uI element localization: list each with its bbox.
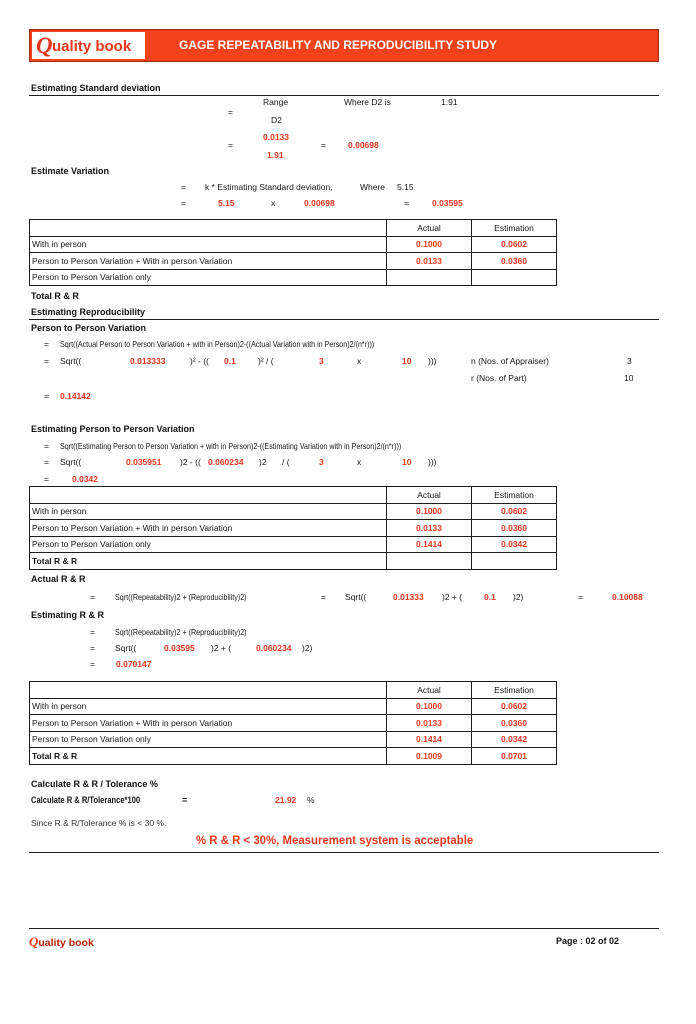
equals-sign: =	[404, 198, 409, 208]
cell-actual: 0.0133	[387, 715, 472, 732]
section-heading-reproducibility: Estimating Reproducibility	[31, 307, 146, 317]
r-label: r (Nos. of Part)	[471, 373, 527, 383]
equals-sign: =	[181, 182, 186, 192]
cell-actual: 0.0133	[387, 253, 472, 270]
table-header-row	[30, 682, 557, 699]
cell-estimation	[472, 553, 557, 570]
sqrt-open: Sqrt((	[115, 643, 137, 653]
equals-sign: =	[181, 198, 186, 208]
est-rr-a: 0.03595	[164, 643, 195, 653]
logo-q-mark: Q	[36, 33, 53, 58]
actual-rr-b: 0.1	[484, 592, 496, 602]
square-plus: )2 + (	[442, 592, 463, 602]
cell-actual: 0.1414	[387, 731, 472, 748]
header-cell-estimation: Estimation	[472, 487, 557, 504]
equals-sign: =	[90, 659, 95, 669]
actual-rr-result: 0.10088	[612, 592, 643, 602]
table-row	[30, 715, 557, 732]
results-table-1	[29, 219, 557, 286]
equals-sign: =	[228, 140, 233, 150]
k-value: 5.15	[397, 182, 414, 192]
variation-result: 0.03595	[432, 198, 463, 208]
section-heading-est-rr: Estimating R & R	[31, 610, 105, 620]
tolerance-note: Since R & R/Tolerance % is < 30 %.	[31, 818, 167, 828]
section-heading-std-dev: Estimating Standard deviation	[31, 83, 161, 93]
est-p2p-a: 0.035951	[126, 457, 162, 467]
table-header-row	[30, 487, 557, 504]
table-total-row	[30, 553, 557, 570]
section-heading-tolerance: Calculate R & R / Tolerance %	[31, 779, 158, 789]
cell-total-actual: 0.1009	[387, 748, 472, 765]
brand-logo	[32, 32, 145, 59]
equals-sign: =	[321, 140, 326, 150]
cell-label: With in person	[30, 236, 387, 253]
cell-label: Person to Person Variation + With in person Variation	[30, 520, 387, 537]
est-p2p-result: 0.0342	[72, 474, 98, 484]
est-rr-formula: Sqrt((Repeatability)2 + (Reproducibility)2)	[115, 627, 247, 637]
equals-sign: =	[44, 457, 49, 467]
cell-total-estimation: 0.0701	[472, 748, 557, 765]
sqrt-open: Sqrt((	[60, 457, 82, 467]
footer-logo	[29, 933, 94, 949]
reproducibility-r: 10	[402, 356, 412, 366]
square-divide: )² / (	[258, 356, 274, 366]
cell-label: Person to Person Variation only	[30, 731, 387, 748]
logo-wordmark: uality book	[52, 38, 132, 55]
cell-label: With in person	[30, 698, 387, 715]
actual-rr-formula: Sqrt((Repeatability)2 + (Reproducibility)2)	[115, 592, 247, 602]
equals-sign: =	[321, 592, 326, 602]
cell-estimation: 0.0360	[472, 520, 557, 537]
equals-sign: =	[182, 795, 188, 805]
header-cell-blank	[30, 682, 387, 699]
est-p2p-r: 10	[402, 457, 412, 467]
table-row	[30, 536, 557, 553]
header-cell-actual: Actual	[387, 682, 472, 699]
cell-estimation	[472, 269, 557, 286]
square-minus: )2 - ((	[180, 457, 201, 467]
cell-actual	[387, 269, 472, 286]
header-cell-actual: Actual	[387, 487, 472, 504]
multiply-sign: x	[357, 356, 362, 366]
header-cell-blank	[30, 487, 387, 504]
table-row	[30, 698, 557, 715]
est-p2p-formula: Sqrt((Estimating Person to Person Variation + with in Person)2-((Estimating Variation with in Person)2/(n*r)))	[60, 441, 402, 451]
cell-label: Person to Person Variation + With in person Variation	[30, 253, 387, 270]
cell-label: With in person	[30, 503, 387, 520]
divide-open: / (	[282, 457, 290, 467]
equals-sign: =	[44, 356, 49, 366]
equals-sign: =	[90, 592, 95, 602]
d2-value: 1.91	[441, 97, 458, 107]
reproducibility-b: 0.1	[224, 356, 236, 366]
conclusion-statement: % R & R < 30%, Measurement system is acceptable	[196, 833, 474, 847]
sqrt-open: Sqrt((	[345, 592, 367, 602]
footer-logo-wordmark: uality book	[38, 937, 94, 949]
n-value: 3	[627, 356, 632, 366]
header-cell-blank	[30, 220, 387, 237]
est-rr-b: 0.060234	[256, 643, 292, 653]
section-heading-variation: Estimate Variation	[31, 166, 110, 176]
r-value: 10	[624, 373, 634, 383]
actual-rr-a: 0.01333	[393, 592, 424, 602]
reproducibility-a: 0.013333	[130, 356, 166, 366]
equals-sign: =	[44, 441, 49, 451]
square-close: )2	[259, 457, 267, 467]
equals-sign: =	[44, 339, 49, 349]
square-minus: )² - ((	[190, 356, 209, 366]
document-title: GAGE REPEATABILITY AND REPRODUCIBILITY STUDY	[179, 38, 498, 52]
table-row	[30, 503, 557, 520]
d2-label: D2	[271, 115, 282, 125]
reproducibility-n: 3	[319, 356, 324, 366]
table-header-row	[30, 220, 557, 237]
cell-actual: 0.1000	[387, 503, 472, 520]
equals-sign: =	[90, 643, 95, 653]
square-close: )2)	[302, 643, 313, 653]
std-dev-denominator: 1.91	[267, 150, 284, 160]
table-row	[30, 253, 557, 270]
reproducibility-formula: Sqrt((Actual Person to Person Variation + with in Person)2-((Actual Variation with in Person)2/(n*r)))	[60, 339, 375, 349]
equals-sign: =	[578, 592, 583, 602]
variation-std-dev: 0.00698	[304, 198, 335, 208]
subheading-p2p: Person to Person Variation	[31, 323, 147, 333]
cell-total-label: Total R & R	[30, 748, 387, 765]
cell-estimation: 0.0360	[472, 715, 557, 732]
reproducibility-result: 0.14142	[60, 391, 91, 401]
cell-actual: 0.0133	[387, 520, 472, 537]
section-heading-est-p2p: Estimating Person to Person Variation	[31, 424, 195, 434]
cell-actual: 0.1000	[387, 698, 472, 715]
n-label: n (Nos. of Appraiser)	[471, 356, 549, 366]
d2-where-label: Where D2 is	[344, 97, 391, 107]
close-parens: )))	[428, 457, 437, 467]
tolerance-value: 21.92	[275, 795, 297, 805]
cell-estimation: 0.0602	[472, 698, 557, 715]
table-row	[30, 269, 557, 286]
table-row	[30, 520, 557, 537]
cell-label: Person to Person Variation only	[30, 269, 387, 286]
results-table-2	[29, 486, 557, 570]
table-row	[30, 731, 557, 748]
est-p2p-n: 3	[319, 457, 324, 467]
square-plus: )2 + (	[211, 643, 232, 653]
multiply-sign: x	[357, 457, 362, 467]
footer-divider	[29, 928, 659, 929]
section-divider	[29, 852, 659, 853]
section-divider	[29, 319, 659, 320]
equals-sign: =	[228, 107, 233, 117]
equals-sign: =	[90, 627, 95, 637]
tolerance-unit: %	[307, 795, 315, 805]
equals-sign: =	[44, 391, 49, 401]
sqrt-open: Sqrt((	[60, 356, 82, 366]
cell-estimation: 0.0360	[472, 253, 557, 270]
std-dev-result: 0.00698	[348, 140, 379, 150]
est-p2p-b: 0.060234	[208, 457, 244, 467]
square-close: )2)	[513, 592, 524, 602]
variation-k: 5.15	[218, 198, 235, 208]
table-row	[30, 236, 557, 253]
cell-total-label: Total R & R	[30, 553, 387, 570]
footer-logo-q-mark: Q	[29, 934, 39, 949]
tolerance-calc-label: Calculate R & R/Tolerance*100	[31, 795, 141, 805]
header-cell-actual: Actual	[387, 220, 472, 237]
cell-actual: 0.1000	[387, 236, 472, 253]
close-parens: )))	[428, 356, 437, 366]
cell-label: Person to Person Variation + With in person Variation	[30, 715, 387, 732]
header-bar	[29, 29, 659, 62]
header-cell-estimation: Estimation	[472, 682, 557, 699]
equals-sign: =	[44, 474, 49, 484]
std-dev-numerator: 0.0133	[263, 132, 289, 142]
table-total-row	[30, 748, 557, 765]
header-cell-estimation: Estimation	[472, 220, 557, 237]
results-table-3	[29, 681, 557, 765]
cell-estimation: 0.0342	[472, 731, 557, 748]
variation-formula: k * Estimating Standard deviation,	[205, 182, 333, 192]
k-where-label: Where	[360, 182, 386, 192]
total-rr-label: Total R & R	[31, 291, 79, 301]
cell-actual: 0.1414	[387, 536, 472, 553]
page-number: Page : 02 of 02	[556, 936, 620, 946]
est-rr-result: 0.070147	[116, 659, 152, 669]
range-label: Range	[263, 97, 289, 107]
cell-actual	[387, 553, 472, 570]
cell-estimation: 0.0602	[472, 503, 557, 520]
cell-estimation: 0.0342	[472, 536, 557, 553]
section-heading-actual-rr: Actual R & R	[31, 574, 86, 584]
cell-label: Person to Person Variation only	[30, 536, 387, 553]
multiply-sign: x	[271, 198, 276, 208]
cell-estimation: 0.0602	[472, 236, 557, 253]
